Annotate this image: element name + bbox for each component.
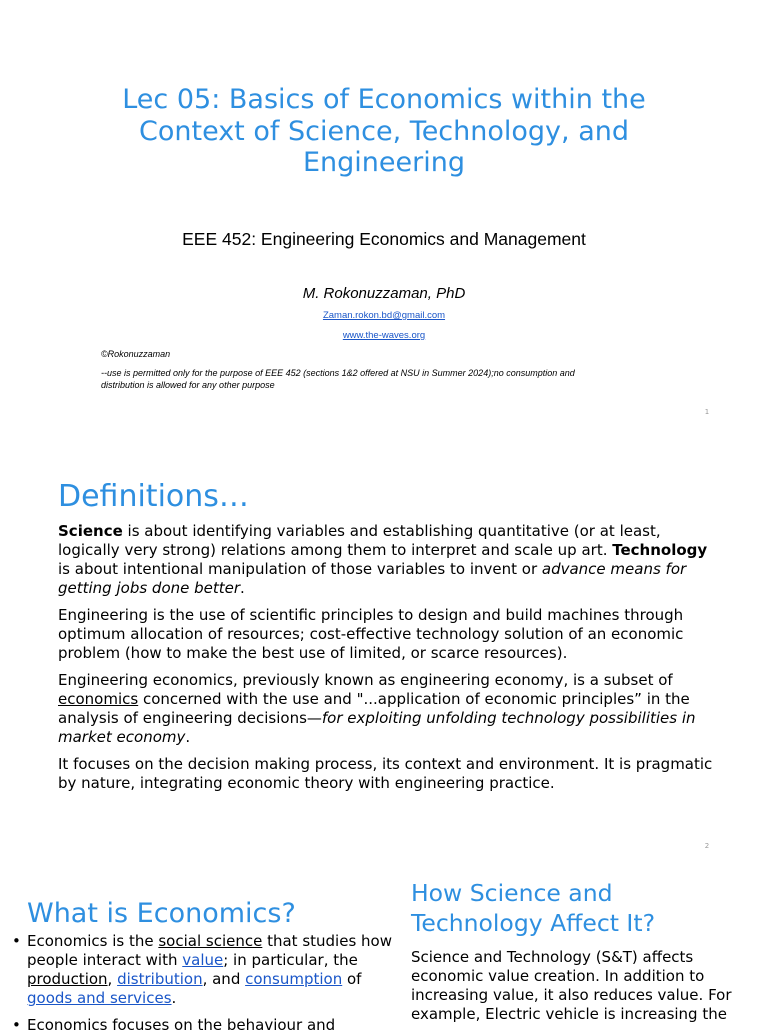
paragraph-end: . bbox=[185, 728, 191, 746]
list-item bbox=[12, 932, 399, 1008]
bullet-icon: • bbox=[12, 932, 21, 950]
technology-definition-italic: advance means for getting jobs done better bbox=[58, 560, 687, 597]
social-science-link[interactable]: social science bbox=[158, 932, 263, 950]
website-link[interactable]: www.the-waves.org bbox=[342, 330, 426, 341]
distribution-link[interactable]: distribution bbox=[117, 970, 203, 988]
usage-notice-line-1: --use is permitted only for the purpose of EEE 452 (sections 1&2 offered at NSU in Summer 2024);no consumption and bbox=[101, 368, 575, 378]
copyright-notice: ©Rokonuzzaman bbox=[101, 349, 171, 359]
science-technology-heading: How Science and Technology Affect It? bbox=[411, 879, 656, 937]
lecture-title bbox=[84, 84, 684, 179]
list-item bbox=[12, 1016, 399, 1035]
goods-and-services-link[interactable]: goods and services bbox=[27, 989, 172, 1007]
page-number: 1 bbox=[704, 408, 710, 416]
lecture-title-line-2: Context of Science, Technology, and bbox=[139, 115, 629, 147]
technology-definition-text: is about intentional manipulation of those variables to invent or bbox=[58, 560, 542, 578]
engineering-paragraph: Engineering is the use of scientific principles to design and build machines through optimum allocation of resources; cost-effective technology solution of an economic problem (how to make the best use of limited, or scarce resources). bbox=[58, 606, 684, 662]
technology-term: Technology bbox=[612, 541, 708, 559]
science-definition-text: is about identifying variables and establishing quantitative (or at least, logically very strong) relations among them to interpret and scale up art. bbox=[58, 522, 661, 559]
engineering-economics-paragraph bbox=[58, 671, 718, 747]
lecture-title-line-1: Lec 05: Basics of Economics within the bbox=[122, 84, 646, 115]
definitions-body bbox=[58, 522, 718, 801]
science-technology-paragraph bbox=[58, 522, 718, 598]
bullet-text: , and bbox=[202, 970, 246, 988]
engineering-economics-text-2: concerned with the use and "...application of economic principles” in the analysis of engineering decisions— bbox=[58, 690, 690, 727]
bullet-text: Economics focuses on the behaviour and bbox=[27, 1016, 336, 1034]
page-number: 2 bbox=[704, 842, 710, 850]
science-term: Science bbox=[58, 522, 123, 540]
bullet-icon: • bbox=[12, 1016, 21, 1034]
definitions-slide bbox=[0, 432, 768, 864]
usage-notice bbox=[101, 367, 641, 391]
economics-bullets bbox=[12, 932, 399, 1035]
bullet-text: . bbox=[171, 989, 177, 1007]
email-link[interactable]: Zaman.rokon.bd@gmail.com bbox=[322, 310, 446, 321]
decision-making-paragraph: It focuses on the decision making process, its context and environment. It is pragmatic by nature, integrating economic theory with engineering practice. bbox=[58, 755, 713, 792]
author-name: M. Rokonuzzaman, PhD bbox=[302, 285, 466, 302]
consumption-link[interactable]: consumption bbox=[245, 970, 343, 988]
definitions-heading: Definitions… bbox=[58, 479, 249, 514]
what-is-economics-heading: What is Economics? bbox=[27, 898, 296, 929]
bullet-text: Economics is the bbox=[27, 932, 159, 950]
value-link[interactable]: value bbox=[182, 951, 224, 969]
paragraph-end: . bbox=[240, 579, 245, 597]
engineering-economics-italic: for exploiting unfolding technology possibilities in market economy bbox=[58, 709, 696, 746]
lecture-title-line-3: Engineering bbox=[303, 147, 465, 178]
economics-link[interactable]: economics bbox=[58, 690, 139, 708]
engineering-economics-text-1: Engineering economics, previously known as engineering economy, is a subset of bbox=[58, 671, 673, 689]
bullet-text: , bbox=[107, 970, 118, 988]
course-title: EEE 452: Engineering Economics and Management bbox=[182, 229, 586, 249]
usage-notice-line-2: distribution is allowed for any other purpose bbox=[101, 380, 275, 390]
bullet-text: ; in particular, the bbox=[223, 951, 358, 969]
economics-slide bbox=[0, 864, 768, 1034]
bullet-text: that studies how people interact with bbox=[27, 932, 392, 969]
title-slide bbox=[0, 0, 768, 432]
production-link[interactable]: production bbox=[27, 970, 108, 988]
science-technology-text: Science and Technology (S&T) affects economic value creation. In addition to increasing value, it also reduces value. For example, Electric vehicle is increasing the bbox=[411, 948, 732, 1023]
bullet-text: of bbox=[342, 970, 362, 988]
